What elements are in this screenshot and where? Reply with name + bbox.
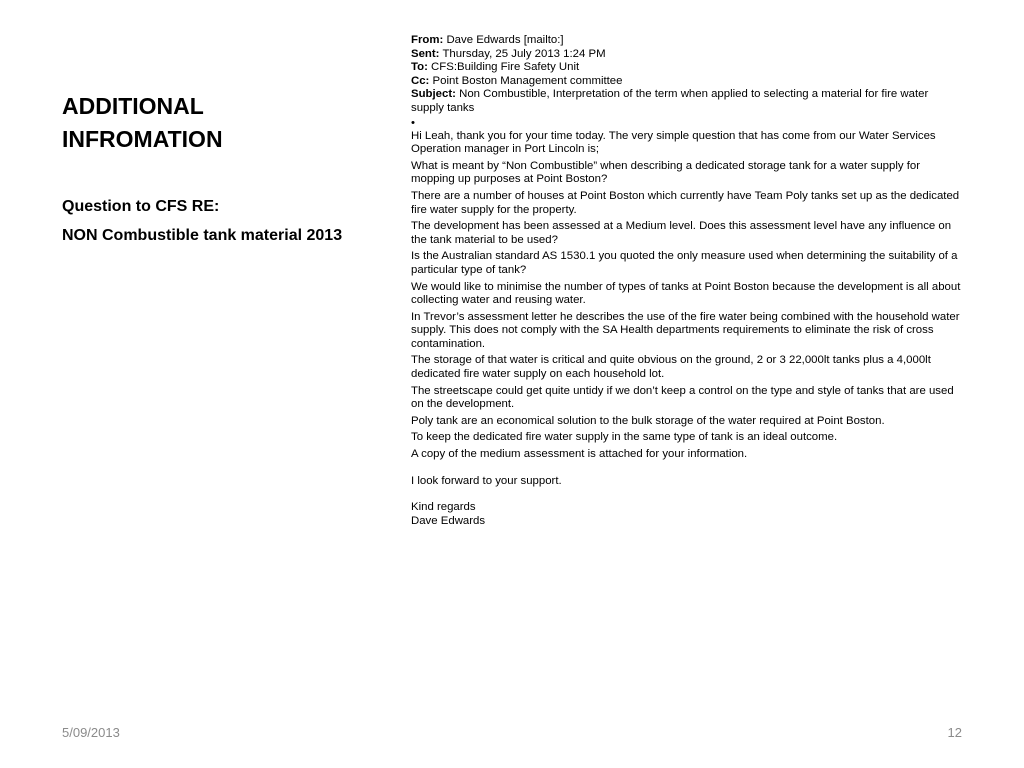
paragraph: The development has been assessed at a Medium level. Does this assessment level have any influence on the tank material to be used?: [411, 220, 952, 246]
spacer: [411, 491, 961, 501]
email-cc-value: Point Boston Management committee: [432, 74, 623, 87]
paragraph: The storage of that water is critical and quite obvious on the ground, 2 or 3 22,000lt tanks plus a 4,000lt dedicated fire water supply on each household lot.: [411, 354, 931, 381]
paragraph: To keep the dedicated fire water supply in the same type of tank is an ideal outcome.: [411, 431, 838, 444]
subtitle-question: Question to CFS RE:: [62, 198, 220, 215]
email-from-value: Dave Edwards [mailto:]: [446, 34, 564, 46]
slide-title-line-2: INFROMATION: [62, 126, 223, 152]
paragraph: Poly tank are an economical solution to the bulk storage of the water required at Point Boston.: [411, 414, 885, 427]
bullet-marker: •: [411, 116, 415, 129]
email-to-value: CFS:Building Fire Safety Unit: [431, 61, 580, 74]
footer-page-number: 12: [947, 725, 962, 740]
email-subject: [411, 88, 961, 115]
spacer: [411, 465, 961, 475]
email-sent-value: Thursday, 25 July 2013 1:24 PM: [442, 47, 606, 60]
email-cc: [411, 75, 961, 89]
signature-name: Dave Edwards: [411, 514, 486, 527]
kind-regards: Kind regards: [411, 501, 476, 514]
email-from-label: From:: [411, 34, 444, 46]
email-cc-label: Cc:: [411, 74, 430, 87]
email-subject-value: Non Combustible, Interpretation of the term when applied to selecting a material for fire water supply tanks: [411, 88, 929, 114]
email-sent-label: Sent:: [411, 47, 440, 60]
paragraph: The streetscape could get quite untidy if we don’t keep a control on the type and style of tanks that are used on the development.: [411, 384, 954, 411]
paragraph: A copy of the medium assessment is attached for your information.: [411, 448, 748, 461]
paragraph: Is the Australian standard AS 1530.1 you quoted the only measure used when determining the suitability of a particular type of tank?: [411, 250, 958, 276]
email-subject-label: Subject:: [411, 88, 456, 101]
email-body: [411, 34, 961, 528]
email-to: [411, 61, 961, 75]
paragraph: What is meant by “Non Combustible” when describing a dedicated storage tank for a water supply for mopping up purposes at Point Boston?: [411, 159, 921, 186]
email-sent: [411, 48, 961, 62]
closing-line: I look forward to your support.: [411, 474, 562, 487]
email-to-label: To:: [411, 61, 428, 74]
email-from: [411, 34, 961, 48]
slide-title-line-1: ADDITIONAL: [62, 93, 204, 119]
subtitle-topic: NON Combustible tank material 2013: [62, 227, 343, 244]
slide-title: [62, 90, 382, 156]
footer-date: 5/09/2013: [62, 725, 120, 740]
paragraph: There are a number of houses at Point Boston which currently have Team Poly tanks set up as the dedicated fire water supply for the property.: [411, 189, 960, 216]
paragraph: We would like to minimise the number of types of tanks at Point Boston because the development is all about collecting water and reusing water.: [411, 280, 961, 307]
paragraph: Hi Leah, thank you for your time today. The very simple question that has come from our Water Services Operation manager in Port Lincoln is;: [411, 129, 936, 156]
paragraph: In Trevor’s assessment letter he describes the use of the fire water being combined with the household water supply. This does not comply with the SA Health departments requirements to eliminate the risk of cross contamination.: [411, 310, 960, 350]
